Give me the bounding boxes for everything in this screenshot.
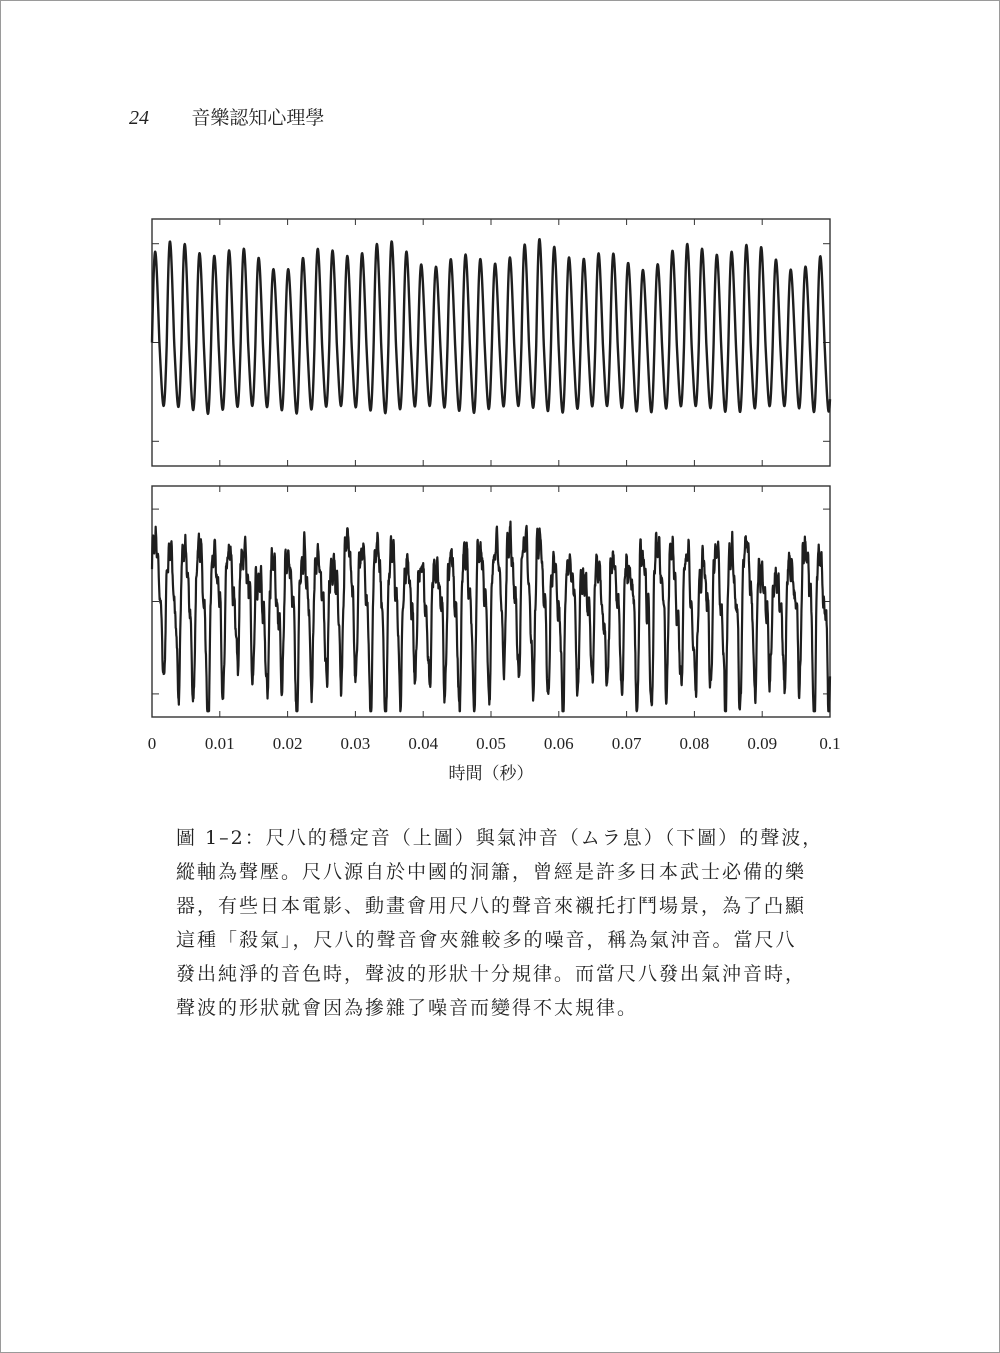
- x-tick-label: 0.05: [476, 734, 506, 753]
- waveform-figure: [1, 201, 1000, 791]
- figure-caption: [176, 821, 826, 1025]
- running-head: [129, 105, 324, 130]
- caption-line: 這種「殺氣」，尺八的聲音會夾雜較多的噪音，稱為氣沖音。當尺八: [176, 929, 797, 951]
- x-tick-label: 0.06: [543, 734, 574, 753]
- x-tick-label: 0.07: [611, 734, 642, 753]
- x-tick-label: 0.09: [747, 734, 778, 753]
- x-tick-label: 0.04: [408, 734, 439, 753]
- caption-line: 圖 1–2：尺八的穩定音（上圖）與氣沖音（ムラ息）（下圖）的聲波，: [176, 827, 824, 849]
- x-tick-label: 0.02: [272, 734, 303, 753]
- book-title: 音樂認知心理學: [191, 107, 325, 129]
- caption-line: 聲波的形狀就會因為摻雜了噪音而變得不太規律。: [176, 997, 639, 1019]
- caption-line: 發出純淨的音色時，聲波的形狀十分規律。而當尺八發出氣沖音時，: [176, 963, 807, 985]
- x-tick-label: 0: [147, 734, 157, 753]
- x-axis: [148, 734, 841, 784]
- x-tick-label: 0.08: [679, 734, 710, 753]
- waveform-line: [152, 239, 830, 414]
- top-waveform-panel: [152, 219, 830, 466]
- caption-line: 器，有些日本電影、動畫會用尺八的聲音來襯托打鬥場景，為了凸顯: [176, 895, 807, 917]
- waveform-line: [152, 522, 830, 712]
- caption-line: 縱軸為聲壓。尺八源自於中國的洞簫，曾經是許多日本武士必備的樂: [176, 861, 807, 883]
- x-tick-label: 0.03: [340, 734, 371, 753]
- bottom-waveform-panel: [152, 486, 830, 717]
- x-tick-label: 0.1: [819, 734, 841, 753]
- page-number: 24: [129, 107, 149, 129]
- x-tick-label: 0.01: [204, 734, 235, 753]
- x-axis-label: 時間（秒）: [448, 764, 534, 784]
